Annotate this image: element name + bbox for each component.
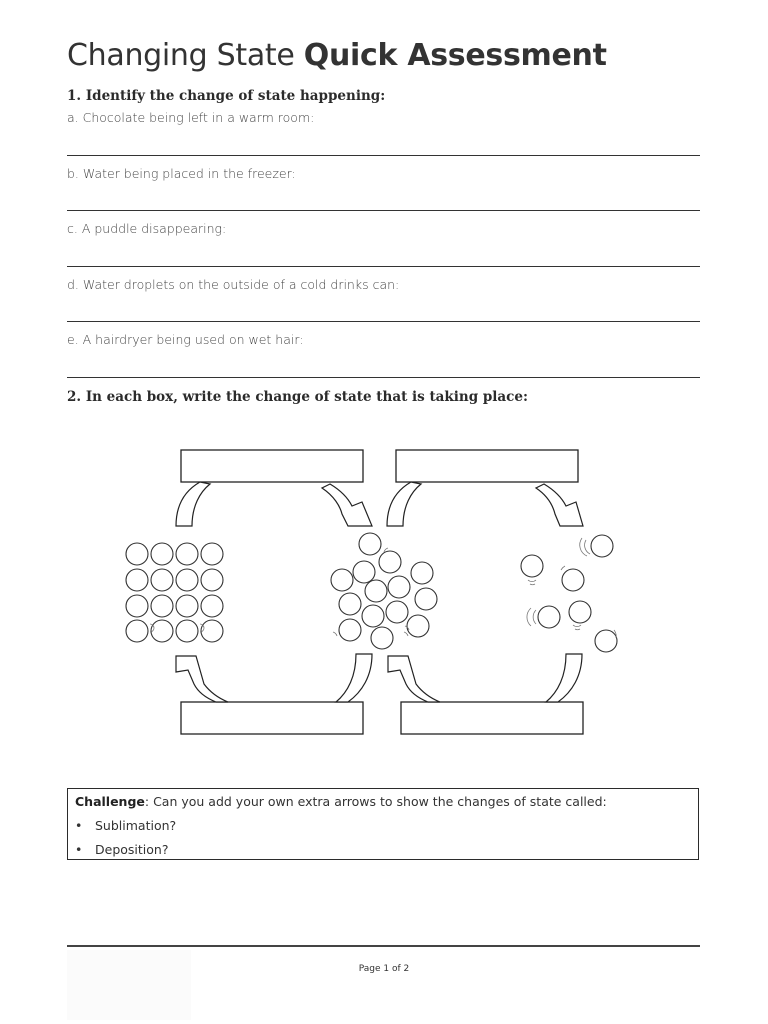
answer-line-1d[interactable] [67,321,700,322]
challenge-label: Challenge [75,794,145,809]
challenge-text: Can you add your own extra arrows to show the changes of state called: [153,794,607,809]
states-of-matter-diagram [0,440,768,740]
question-2-text: In each box, write the change of state that is taking place [85,389,523,405]
challenge-bullet-deposition [75,842,168,857]
challenge-box [67,788,699,860]
footer-rule [67,945,700,947]
question-1-number: 1 [67,88,77,104]
title-regular: Changing State [67,38,295,73]
question-1a-prompt: a. Chocolate being left in a warm room: [67,110,315,125]
arrow-to-solid-icon [176,656,228,702]
answer-line-1c[interactable] [67,266,700,267]
question-1d-prompt: d. Water droplets on the outside of a cold drinks can: [67,277,400,292]
answer-box-melting[interactable] [181,450,363,482]
answer-box-condensing[interactable] [401,702,583,734]
page-title [67,38,607,73]
bullet-icon: • [75,842,83,857]
solid-particles [126,543,223,642]
arrow-liquid-down-icon [336,654,372,702]
arrow-solid-up-icon [176,482,210,526]
liquid-particles [331,533,437,649]
question-1c-prompt: c. A puddle disappearing: [67,221,227,236]
answer-box-evaporating[interactable] [396,450,578,482]
arrow-to-liquid-bottom-icon [388,656,440,702]
challenge-intro: Challenge: Can you add your own extra arrows to show the changes of state called: [75,794,607,809]
answer-line-1e[interactable] [67,377,700,378]
challenge-bullet-sublimation [75,818,176,833]
page-number: Page 1 of 2 [358,964,410,974]
gas-particles [521,535,617,652]
bullet-icon: • [75,818,83,833]
question-1-heading: 1. Identify the change of state happening: [67,88,386,104]
arrow-liquid-up-icon [387,482,421,526]
arrow-gas-down-icon [546,654,582,702]
answer-line-1b[interactable] [67,210,700,211]
question-1e-prompt: e. A hairdryer being used on wet hair: [67,332,304,347]
arrow-to-gas-icon [536,484,583,526]
challenge-bullet-text: Deposition? [95,842,169,857]
answer-box-freezing[interactable] [181,702,363,734]
title-bold: Quick Assessment [303,38,607,73]
question-1b-prompt: b. Water being placed in the freezer: [67,166,296,181]
footer-logo-area [67,950,191,1020]
challenge-bullet-text: Sublimation? [95,818,177,833]
question-2-heading: 2. In each box, write the change of state that is taking place: [67,389,528,405]
answer-line-1a[interactable] [67,155,700,156]
question-2-number: 2 [67,389,77,405]
question-1-text: Identify the change of state happening [85,88,381,104]
arrow-to-liquid-icon [322,484,372,526]
